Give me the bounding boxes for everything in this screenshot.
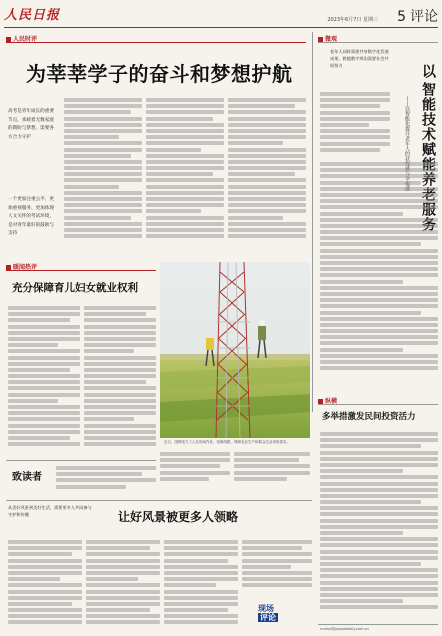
footer-rule (318, 624, 438, 625)
power-tower-photo (160, 262, 310, 438)
pullquote-1: 高考是青年成长的重要节点，承载着无数家庭的期盼与梦想，需要各方合力守护 (8, 109, 54, 140)
column-divider (312, 32, 313, 412)
dateline: 2023年6月7日 星期三 (327, 17, 378, 23)
headline-zongheng: 多举措激发民间投资活力 (322, 412, 416, 422)
zongheng-body-text (320, 432, 438, 622)
section-name: 评论 (410, 9, 438, 25)
bottom-body-col-3 (164, 540, 238, 630)
headline-renmin-shiping: 为莘莘学子的奋斗和梦想护航 (26, 62, 293, 86)
photo-side-text-2 (234, 452, 310, 492)
xianchang-logo-line2: 评论 (260, 613, 276, 622)
zhiduzhe-body (56, 466, 156, 496)
headline-nuanwen: 充分保障育儿妇女就业权利 (12, 282, 138, 294)
right-body-text (320, 162, 438, 382)
news-photo (160, 262, 310, 438)
section-tag-nuanwen: 暖闻热评 (6, 262, 37, 271)
section-rule (318, 404, 438, 405)
divider (6, 500, 312, 501)
bottom-pullquote: 从美好风景到美好生活，需要更多人共同参与守护和传播 (8, 505, 92, 517)
section-rule (318, 42, 438, 43)
body-text-column-2 (146, 98, 224, 246)
section-tag-weiguan: 微观 (318, 34, 337, 43)
pullquote-2: 一个更加注重公平、更加重视服务、更加体现人文关怀的考试环境，是对青年最好的鼓励与支持 (8, 197, 54, 236)
vertical-title-main: 智能技术赋能养老服务 (420, 82, 436, 232)
photo-caption: 近日，国网电力工人在田间作业，检修线路，保障农业生产和群众生活用电需求。 (164, 440, 290, 444)
photo-side-text-1 (160, 452, 230, 492)
nuanwen-body-col-2 (84, 306, 156, 456)
bottom-body-col-2 (86, 540, 160, 630)
body-text-column-1 (64, 98, 142, 246)
weiguan-body-text (320, 92, 390, 156)
vertical-title-prefix: 以 (420, 64, 436, 79)
xianchang-logo-line1: 现场 (258, 604, 274, 613)
xianchang-pinglun-logo (258, 604, 278, 622)
masthead (4, 4, 438, 28)
section-tag-renmin-shiping: 人民时评 (6, 34, 37, 43)
masthead-logo: 人民日报 (4, 8, 61, 23)
section-rule (6, 42, 306, 43)
page-number (397, 6, 438, 26)
divider (6, 460, 156, 461)
body-text-column-3 (228, 98, 306, 246)
headline-zhiduzhe: 致读者 (12, 472, 42, 483)
vertical-subtitle: ——以智能化提升老年人的获得感与幸福感 (404, 96, 410, 191)
section-rule (6, 270, 156, 271)
nuanwen-body-col-1 (8, 306, 80, 456)
page-number-value: 5 (397, 9, 406, 25)
bottom-body-col-4 (242, 540, 312, 592)
byline (152, 88, 156, 93)
headline-bottom: 让好风景被更多人领略 (118, 510, 239, 524)
section-tag-zongheng: 纵横 (318, 396, 337, 405)
weiguan-excerpt: 老年人同样需要共享数字化发展成果，跨越数字鸿沟需要社会共同努力 (330, 49, 389, 68)
bottom-body-col-1 (8, 540, 82, 630)
footer-email: rmrbpl@peopledaily.com.cn (320, 627, 369, 631)
